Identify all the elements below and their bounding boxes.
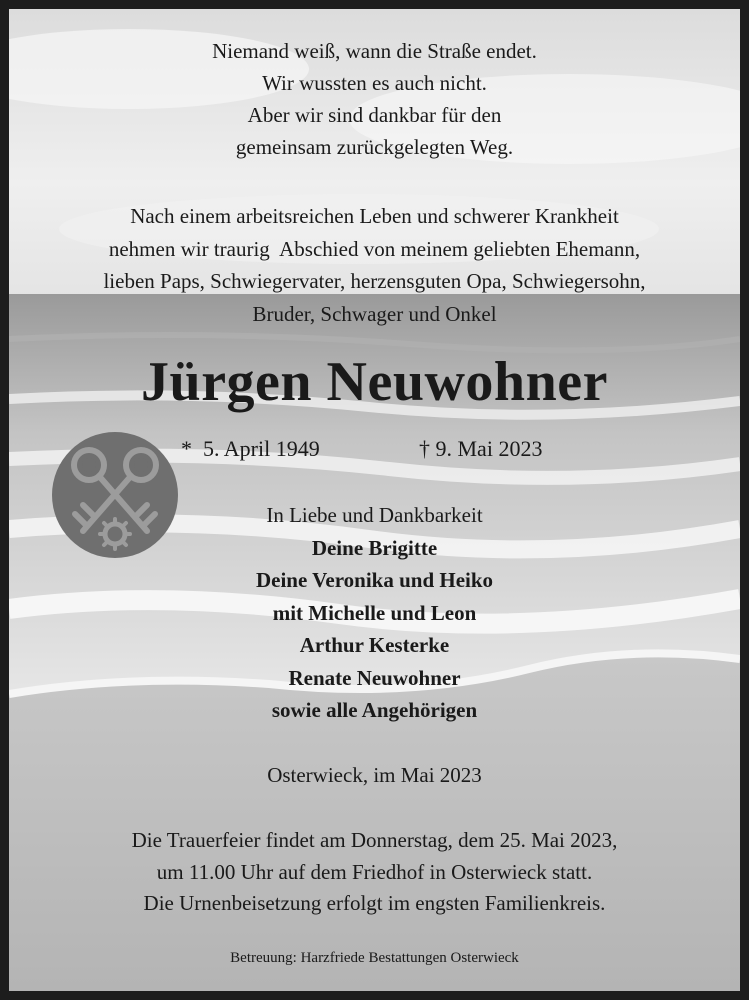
funeral-line: um 11.00 Uhr auf dem Friedhof in Osterwieck statt. (156, 859, 593, 884)
intro-text (9, 200, 740, 330)
funeral-details (9, 825, 740, 920)
poem-line: Aber wir sind dankbar für den (247, 103, 502, 127)
birth-date: * 5. April 1949 (181, 436, 320, 461)
funeral-home-credit: Betreuung: Harzfriede Bestattungen Osterwieck (230, 950, 519, 966)
mourner-name: Arthur Kesterke (299, 633, 450, 657)
poem-line: gemeinsam zurückgelegten Weg. (235, 135, 514, 159)
poem-line: Wir wussten es auch nicht. (262, 71, 487, 95)
intro-line: Nach einem arbeitsreichen Leben und schwerer Krankheit (130, 204, 619, 228)
funeral-line: Die Urnenbeisetzung erfolgt im engsten Familienkreis. (143, 891, 606, 915)
mourner-name: Deine Veronika und Heiko (255, 568, 494, 592)
funeral-line: Die Trauerfeier findet am Donnerstag, dem 25. Mai 2023, (131, 828, 618, 852)
deceased-name: Jürgen Neuwohner (141, 351, 608, 413)
family-signature (9, 499, 740, 727)
intro-line: Bruder, Schwager und Onkel (252, 301, 497, 326)
mourner-name: Deine Brigitte (311, 535, 438, 560)
intro-line: lieben Paps, Schwiegervater, herzensguten Opa, Schwiegersohn, (103, 269, 646, 293)
poem (9, 35, 740, 163)
intro-line: nehmen wir traurig Abschied von meinem geliebten Ehemann, (108, 236, 641, 261)
poem-line: Niemand weiß, wann die Straße endet. (212, 39, 537, 63)
death-date: † 9. Mai 2023 (419, 436, 543, 461)
mourner-name: sowie alle Angehörigen (271, 698, 478, 722)
mourner-name: Renate Neuwohner (288, 665, 461, 690)
mourner-name: mit Michelle und Leon (272, 600, 477, 625)
family-heading: In Liebe und Dankbarkeit (266, 503, 483, 527)
place-and-date: Osterwieck, im Mai 2023 (267, 763, 482, 787)
